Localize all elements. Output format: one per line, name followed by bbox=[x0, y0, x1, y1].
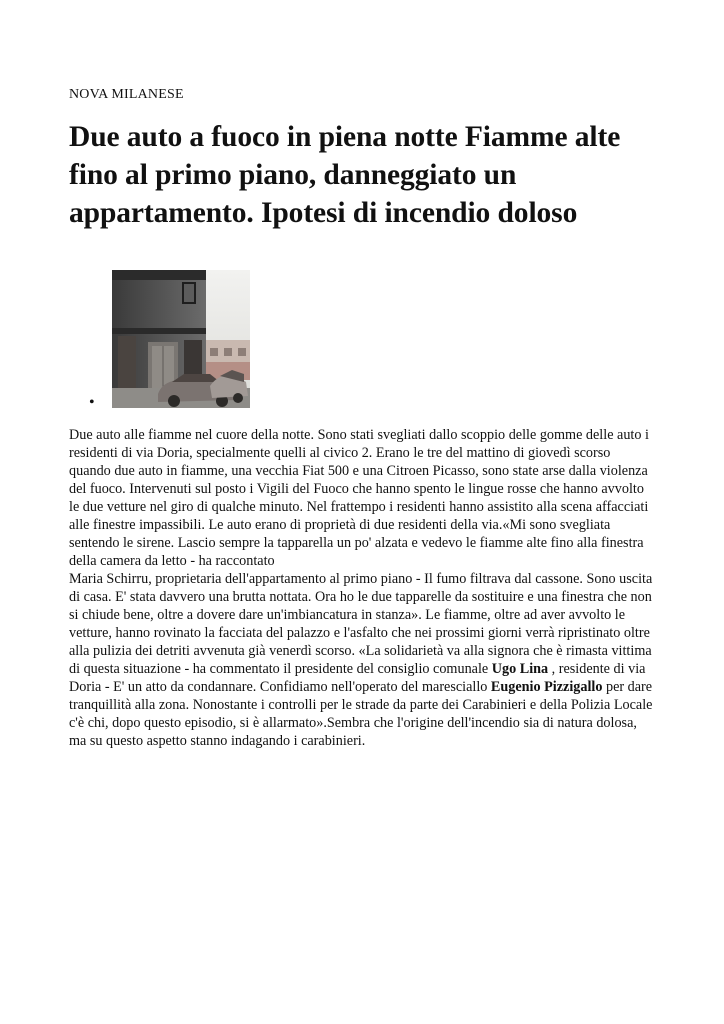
article-text: Maria Schirru, proprietaria dell'appartamento al primo piano - Il fumo filtrava dal cassone. Sono uscita di casa. E' stata davvero una brutta nottata. Ora ho le due tapparelle da sostituire e una finestra che non si chiude bene, oltre a dovere dare un'imbiancatura in stanza». Le fiamme, oltre ad aver avvolto le vetture, hanno rovinato la facciata del palazzo e l'asfalto che nei prossimi giorni verrà ripristinato oltre alla pulizia dei detriti avvenuta già venerdì scorso. «La solidarietà va alla signora che è rimasta vittima di questa situazione - ha commentato il presidente del consiglio comunale bbox=[69, 571, 653, 677]
headline: Due auto a fuoco in piena notte Fiamme alte fino al primo piano, danneggiato un appartamento. Ipotesi di incendio doloso bbox=[69, 121, 621, 229]
person-name: Ugo Lina bbox=[491, 661, 549, 677]
list-bullet: • bbox=[89, 394, 95, 411]
article-paragraph: Due auto alle fiamme nel cuore della notte. Sono stati svegliati dallo scoppio delle gomme delle auto i residenti di via Doria, specialmente quelli al civico 2. Erano le tre del mattino di giovedì scorso quando due auto in fiamme, una vecchia Fiat 500 e una Citroen Picasso, sono state arse dalla violenza del fuoco. Intervenuti sul posto i Vigili del Fuoco che hanno spento le lingue rosse che hanno avvolto le due vetture nel giro di qualche minuto. Nel frattempo i residenti hanno assistito alla scena affacciati alle finestre impassibili. Le auto erano di proprietà di due residenti della via.«Mi sono svegliata sentendo le sirene. Lascio sempre la tapparella un po' alzata e vedevo le fiamme alte fino alla finestra della camera da letto - ha raccontato bbox=[69, 427, 649, 569]
person-name: Eugenio Pizzigallo bbox=[490, 679, 603, 695]
burned-cars-photo bbox=[112, 270, 250, 408]
article-text: per dare tranquillità alla zona. Nonostante i controlli per le strade da parte dei Carabinieri e della Polizia Locale c'è chi, dopo questo episodio, si è allarmato».Sembra che l'origine dell'incendio sia di natura dolosa, ma su questo aspetto stanno indagando i carabinieri. bbox=[69, 679, 653, 749]
section-label: NOVA MILANESE bbox=[69, 87, 184, 102]
article-body bbox=[69, 426, 655, 750]
burned-cars-photo-icon bbox=[112, 270, 250, 408]
article-paragraph bbox=[69, 570, 655, 750]
article-text: , residente di via Doria - E' un atto da condannare. Confidiamo nell'operato del maresciallo bbox=[69, 661, 646, 695]
